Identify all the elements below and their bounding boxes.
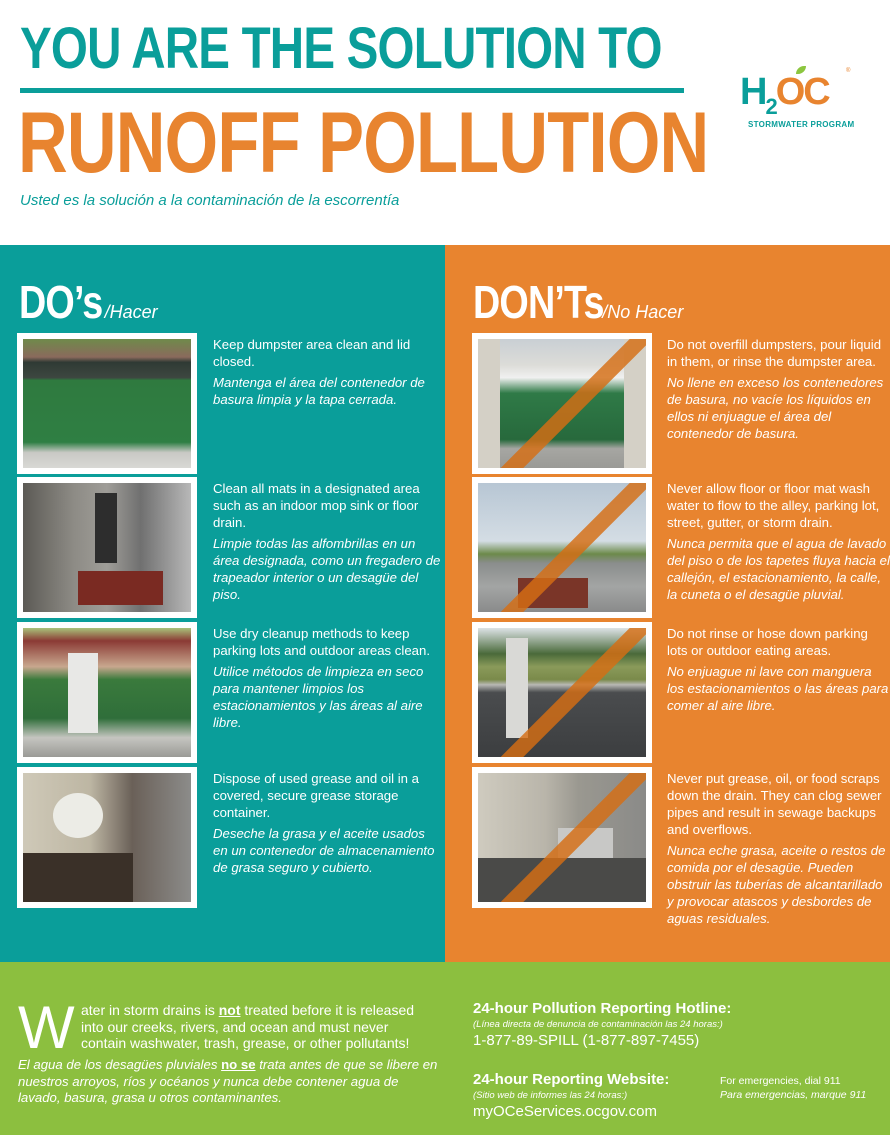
hotline-title: 24-hour Pollution Reporting Hotline: [473,1000,732,1017]
dont-text-en: Do not rinse or hose down parking lots or outdoor eating areas. [667,626,868,658]
hosing-mat-photo [472,477,652,618]
do-item-text [213,770,443,876]
logo-oc: OC [775,71,829,113]
hotline-subtitle: (Línea directa de denuncia de contaminación las 24 horas:) [473,1019,723,1030]
donts-section [445,245,890,962]
dry-sweeping-photo [17,622,197,763]
dont-text-en: Do not overfill dumpsters, pour liquid in them, or rinse the dumpster area. [667,337,882,369]
title-divider [20,88,684,93]
subtitle-spanish: Usted es la solución a la contaminación de la escorrentía [20,192,400,209]
dont-text-en: Never put grease, oil, or food scraps down the drain. They can clog sewer pipes and result in sewage backups and overflows. [667,771,882,837]
title-line-2: RUNOFF POLLUTION [18,95,709,191]
notice-es-emphasis: no se [221,1057,256,1072]
website-link[interactable]: myOCeServices.ocgov.com [473,1103,657,1120]
drop-cap: W [18,994,75,1061]
do-text-en: Use dry cleanup methods to keep parking lots and outdoor areas clean. [213,626,431,658]
hotline-phone-link[interactable]: 1-877-89-SPILL (1-877-897-7455) [473,1032,700,1049]
website-title: 24-hour Reporting Website: [473,1071,670,1088]
footer [0,962,890,1135]
notice-en-post: treated before it is released into our creeks, rivers, and ocean and must never contain washwater, trash, grease, or other pollutants! [81,1002,415,1051]
dos-title: DO’s [19,276,103,328]
mop-sink-photo [17,477,197,618]
dos-section [0,245,445,962]
donts-title: DON’Ts [473,276,604,328]
dont-item-text [667,480,890,603]
hotline-block [473,1000,731,1051]
dont-item [472,477,890,618]
do-text-en: Dispose of used grease and oil in a covered, secure grease storage container. [213,771,420,820]
logo-two: 2 [765,94,776,119]
dont-item [472,333,890,474]
dos-title-spanish: /Hacer [104,302,158,322]
dont-text-en: Never allow floor or floor mat wash water to flow to the alley, parking lot, street, gutter, or storm drain. [667,481,880,530]
dont-text-es: Nunca eche grasa, aceite o restos de comida por el desagüe. Pueden obstruir las tuberías de alcantarillado y provocar atascos y desbordes de aguas residuales. [667,843,886,926]
emergency-note [720,1074,866,1102]
storm-drain-notice-es [18,1057,438,1107]
donts-title-spanish: /No Hacer [602,302,684,322]
grease-disposal-photo [17,767,197,908]
title-line-1: YOU ARE THE SOLUTION TO [20,16,662,81]
overfilled-dumpster-photo [472,333,652,474]
donts-heading [473,275,683,329]
do-item [17,622,437,763]
do-text-es: Limpie todas las alfombrillas en un área designada, como un fregadero de trapeador interior o un desagüe del piso. [213,536,441,602]
h2oc-logo [740,66,855,132]
do-text-en: Keep dumpster area clean and lid closed. [213,337,411,369]
do-item-text [213,480,443,603]
grease-in-sink-photo [472,767,652,908]
do-item-text [213,336,443,408]
do-item [17,333,437,474]
do-text-es: Deseche la grasa y el aceite usados en un contenedor de almacenamiento de grasa seguro y cubierto. [213,826,435,875]
dos-heading [19,275,158,329]
website-subtitle: (Sitio web de informes las 24 horas:) [473,1090,628,1101]
do-item-text [213,625,443,731]
dont-text-es: No llene en exceso los contenedores de basura, no vacíe los líquidos en ellos ni enjuague el área del contenedor de basura. [667,375,884,441]
do-item [17,477,441,618]
dont-item [472,622,890,763]
prohibited-slash-icon [486,339,646,468]
storm-drain-notice-en [81,1002,431,1052]
dont-item [472,767,890,926]
dont-text-es: Nunca permita que el agua de lavado del piso o de los tapetes fluya hacia el callejón, el estacionamiento, la calle, la cuneta o el desagüe pluvial. [667,536,890,602]
notice-en-pre: ater in storm drains is [81,1002,219,1018]
notice-es-post: trata antes de que se libere en nuestros arroyos, ríos y océanos y nunca debe contener agua de lavado, basura, grasa u otros contaminantes. [18,1057,438,1105]
logo-h: H [740,71,766,113]
website-block [473,1071,669,1122]
emergency-en: For emergencies, dial 911 [720,1075,841,1087]
hosing-parking-lot-photo [472,622,652,763]
dont-text-es: No enjuague ni lave con manguera los estacionamientos o las áreas para comer al aire libre. [667,664,889,713]
do-text-es: Mantenga el área del contenedor de basura limpia y la tapa cerrada. [213,375,425,407]
notice-en-emphasis: not [218,1002,241,1018]
emergency-es: Para emergencias, marque 911 [720,1089,867,1101]
notice-es-pre: El agua de los desagües pluviales [18,1057,222,1072]
registered-mark: ® [846,68,851,74]
logo-tagline: STORMWATER PROGRAM [748,120,855,129]
dont-item-text [667,625,890,714]
dumpster-closed-photo [17,333,197,474]
header [0,0,890,245]
do-text-en: Clean all mats in a designated area such as an indoor mop sink or floor drain. [213,481,420,530]
dont-item-text [667,770,890,927]
do-item [17,767,437,908]
do-text-es: Utilice métodos de limpieza en seco para mantener limpios los estacionamientos y las áreas al aire libre. [213,664,424,730]
logo-wordmark [740,72,829,117]
dont-item-text [667,336,890,442]
